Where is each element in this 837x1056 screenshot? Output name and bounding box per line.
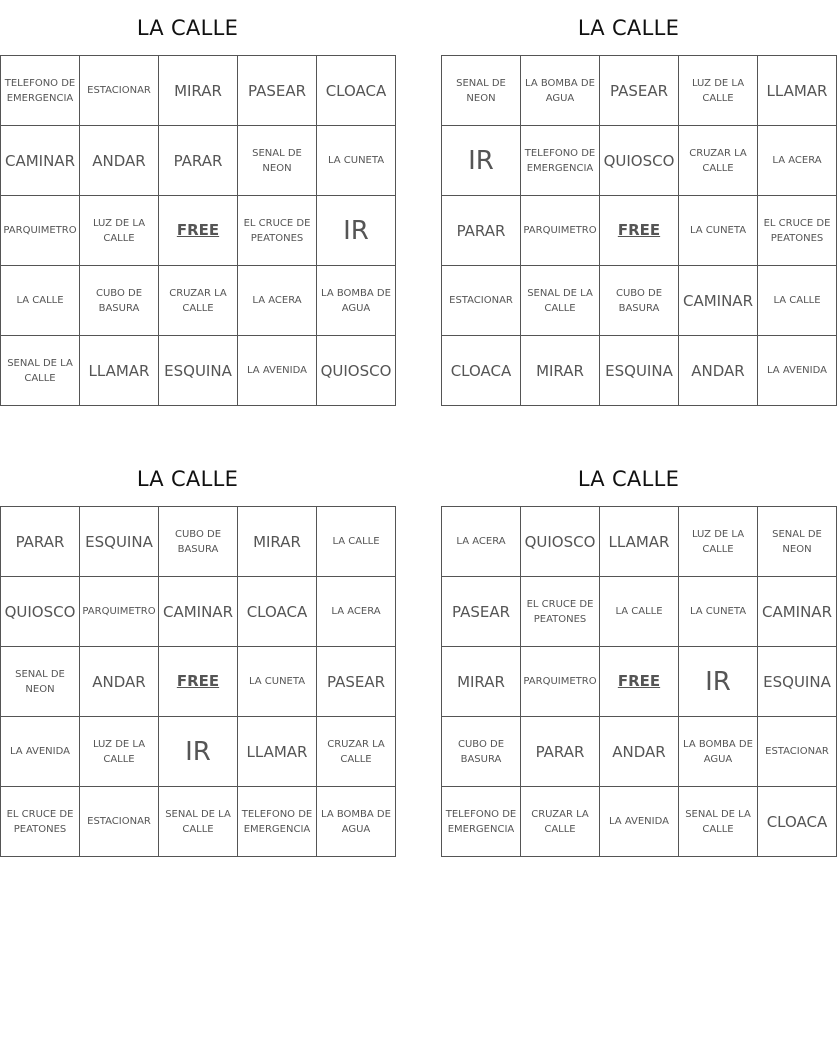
bingo-cell: PARQUIMETRO bbox=[521, 196, 600, 266]
bingo-cell: TELEFONO DE EMERGENCIA bbox=[521, 126, 600, 196]
bingo-cell: CAMINAR bbox=[679, 266, 758, 336]
bingo-cell: ANDAR bbox=[679, 336, 758, 406]
bingo-cell: LLAMAR bbox=[758, 56, 837, 126]
free-space-cell: FREE bbox=[600, 196, 679, 266]
bingo-cell: LA BOMBA DE AGUA bbox=[521, 56, 600, 126]
bingo-cell: EL CRUCE DE PEATONES bbox=[238, 196, 317, 266]
bingo-cell: ESTACIONAR bbox=[80, 56, 159, 126]
bingo-cell: MIRAR bbox=[521, 336, 600, 406]
bingo-cell: LA CUNETA bbox=[679, 196, 758, 266]
bingo-cell: PASEAR bbox=[442, 577, 521, 647]
bingo-cell: IR bbox=[679, 647, 758, 717]
bingo-cell: LA AVENIDA bbox=[600, 787, 679, 857]
bingo-row bbox=[442, 266, 837, 336]
bingo-row bbox=[442, 126, 837, 196]
card-title: LA CALLE bbox=[577, 16, 680, 40]
bingo-grid bbox=[441, 506, 837, 857]
bingo-row bbox=[1, 717, 396, 787]
bingo-cell: LUZ DE LA CALLE bbox=[80, 717, 159, 787]
bingo-row bbox=[1, 126, 396, 196]
bingo-row bbox=[442, 507, 837, 577]
bingo-card-4 bbox=[441, 451, 832, 857]
bingo-cell: LLAMAR bbox=[600, 507, 679, 577]
bingo-cell: SENAL DE LA CALLE bbox=[159, 787, 238, 857]
bingo-cell: LA CALLE bbox=[317, 507, 396, 577]
bingo-cell: IR bbox=[317, 196, 396, 266]
bingo-cell: IR bbox=[442, 126, 521, 196]
card-title: LA CALLE bbox=[136, 467, 239, 491]
bingo-cell: CUBO DE BASURA bbox=[600, 266, 679, 336]
bingo-cell: CRUZAR LA CALLE bbox=[317, 717, 396, 787]
bingo-cell: SENAL DE NEON bbox=[442, 56, 521, 126]
bingo-cell: ESTACIONAR bbox=[80, 787, 159, 857]
bingo-cell: CUBO DE BASURA bbox=[80, 266, 159, 336]
bingo-cell: CRUZAR LA CALLE bbox=[679, 126, 758, 196]
bingo-cell: CLOACA bbox=[317, 56, 396, 126]
bingo-cell: LA CALLE bbox=[600, 577, 679, 647]
bingo-cell: ESQUINA bbox=[159, 336, 238, 406]
bingo-cell: LA AVENIDA bbox=[238, 336, 317, 406]
bingo-cell: QUIOSCO bbox=[1, 577, 80, 647]
bingo-card-2 bbox=[441, 0, 831, 406]
bingo-cell: SENAL DE LA CALLE bbox=[1, 336, 80, 406]
free-space-cell: FREE bbox=[600, 647, 679, 717]
bingo-card-1 bbox=[0, 0, 392, 406]
bingo-cell: LA ACERA bbox=[758, 126, 837, 196]
bingo-cell: ESQUINA bbox=[758, 647, 837, 717]
bingo-cell: ESTACIONAR bbox=[442, 266, 521, 336]
bingo-row bbox=[442, 336, 837, 406]
bingo-cell: QUIOSCO bbox=[521, 507, 600, 577]
bingo-cell: CAMINAR bbox=[758, 577, 837, 647]
bingo-cell: TELEFONO DE EMERGENCIA bbox=[1, 56, 80, 126]
bingo-cell: QUIOSCO bbox=[317, 336, 396, 406]
bingo-cell: LUZ DE LA CALLE bbox=[679, 507, 758, 577]
bingo-cell: PASEAR bbox=[238, 56, 317, 126]
bingo-cell: PARAR bbox=[521, 717, 600, 787]
bingo-row bbox=[442, 717, 837, 787]
bingo-cell: PARAR bbox=[159, 126, 238, 196]
bingo-cell: PARQUIMETRO bbox=[1, 196, 80, 266]
bingo-cell: EL CRUCE DE PEATONES bbox=[1, 787, 80, 857]
bingo-cell: EL CRUCE DE PEATONES bbox=[758, 196, 837, 266]
bingo-cell: PARAR bbox=[442, 196, 521, 266]
bingo-cell: LA AVENIDA bbox=[1, 717, 80, 787]
bingo-cell: TELEFONO DE EMERGENCIA bbox=[238, 787, 317, 857]
bingo-cell: PASEAR bbox=[317, 647, 396, 717]
bingo-cell: LA ACERA bbox=[317, 577, 396, 647]
bingo-cell: SENAL DE NEON bbox=[758, 507, 837, 577]
bingo-grid bbox=[0, 55, 396, 406]
bingo-row bbox=[442, 577, 837, 647]
bingo-cell: CAMINAR bbox=[1, 126, 80, 196]
bingo-row bbox=[442, 787, 837, 857]
bingo-cell: IR bbox=[159, 717, 238, 787]
bingo-cell: PARQUIMETRO bbox=[80, 577, 159, 647]
bingo-cell: LA BOMBA DE AGUA bbox=[317, 266, 396, 336]
bingo-cell: LA AVENIDA bbox=[758, 336, 837, 406]
bingo-row bbox=[442, 647, 837, 717]
bingo-cell: ANDAR bbox=[80, 126, 159, 196]
card-title: LA CALLE bbox=[136, 16, 239, 40]
bingo-cell: CLOACA bbox=[442, 336, 521, 406]
bingo-cell: SENAL DE NEON bbox=[1, 647, 80, 717]
bingo-row bbox=[1, 266, 396, 336]
bingo-cell: LA BOMBA DE AGUA bbox=[679, 717, 758, 787]
bingo-row bbox=[1, 577, 396, 647]
bingo-cell: PASEAR bbox=[600, 56, 679, 126]
bingo-cell: LA CALLE bbox=[758, 266, 837, 336]
bingo-cell: LA ACERA bbox=[442, 507, 521, 577]
bingo-row bbox=[1, 336, 396, 406]
bingo-card-3 bbox=[0, 451, 391, 857]
bingo-cell: ANDAR bbox=[80, 647, 159, 717]
free-space-cell: FREE bbox=[159, 196, 238, 266]
bingo-cell: ESTACIONAR bbox=[758, 717, 837, 787]
bingo-cell: LLAMAR bbox=[80, 336, 159, 406]
bingo-cell: MIRAR bbox=[442, 647, 521, 717]
bingo-cell: CLOACA bbox=[238, 577, 317, 647]
bingo-row bbox=[1, 507, 396, 577]
card-title: LA CALLE bbox=[577, 467, 680, 491]
bingo-row bbox=[442, 56, 837, 126]
bingo-row bbox=[1, 787, 396, 857]
bingo-cell: LA CUNETA bbox=[679, 577, 758, 647]
bingo-cell: CAMINAR bbox=[159, 577, 238, 647]
bingo-cell: QUIOSCO bbox=[600, 126, 679, 196]
bingo-row bbox=[1, 196, 396, 266]
bingo-cell: LA CUNETA bbox=[317, 126, 396, 196]
bingo-cell: SENAL DE LA CALLE bbox=[521, 266, 600, 336]
bingo-row bbox=[442, 196, 837, 266]
bingo-row bbox=[1, 647, 396, 717]
bingo-cell: CLOACA bbox=[758, 787, 837, 857]
bingo-cell: LA CUNETA bbox=[238, 647, 317, 717]
bingo-cell: ESQUINA bbox=[80, 507, 159, 577]
bingo-cell: PARAR bbox=[1, 507, 80, 577]
bingo-row bbox=[1, 56, 396, 126]
bingo-cell: MIRAR bbox=[238, 507, 317, 577]
bingo-cell: LA BOMBA DE AGUA bbox=[317, 787, 396, 857]
bingo-cell: CUBO DE BASURA bbox=[159, 507, 238, 577]
bingo-cell: EL CRUCE DE PEATONES bbox=[521, 577, 600, 647]
bingo-cell: MIRAR bbox=[159, 56, 238, 126]
bingo-cell: TELEFONO DE EMERGENCIA bbox=[442, 787, 521, 857]
bingo-cell: LLAMAR bbox=[238, 717, 317, 787]
bingo-cell: LUZ DE LA CALLE bbox=[679, 56, 758, 126]
bingo-cell: LA CALLE bbox=[1, 266, 80, 336]
bingo-cell: ANDAR bbox=[600, 717, 679, 787]
bingo-cell: PARQUIMETRO bbox=[521, 647, 600, 717]
bingo-cell: CRUZAR LA CALLE bbox=[521, 787, 600, 857]
bingo-cell: LA ACERA bbox=[238, 266, 317, 336]
bingo-cell: CRUZAR LA CALLE bbox=[159, 266, 238, 336]
bingo-cell: LUZ DE LA CALLE bbox=[80, 196, 159, 266]
bingo-grid bbox=[0, 506, 396, 857]
bingo-cell: ESQUINA bbox=[600, 336, 679, 406]
bingo-cell: SENAL DE LA CALLE bbox=[679, 787, 758, 857]
free-space-cell: FREE bbox=[159, 647, 238, 717]
bingo-grid bbox=[441, 55, 837, 406]
bingo-cell: CUBO DE BASURA bbox=[442, 717, 521, 787]
bingo-cell: SENAL DE NEON bbox=[238, 126, 317, 196]
